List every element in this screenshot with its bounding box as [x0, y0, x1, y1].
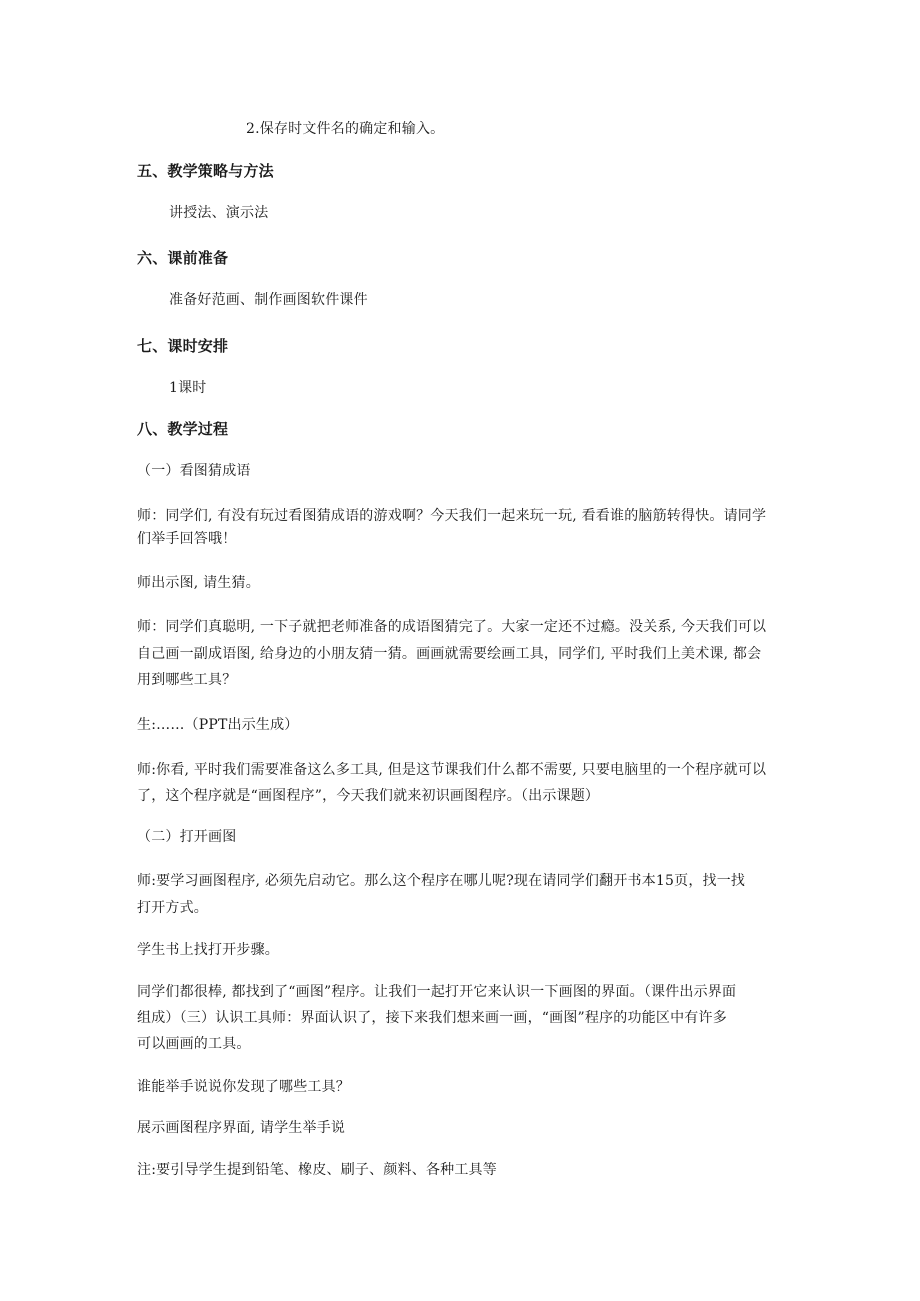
paragraph-line: 展示画图程序界面, 请学生举手说 [137, 1120, 346, 1136]
subheading-guess-idiom: （一）看图猜成语 [137, 463, 251, 479]
paragraph-schedule: 1课时 [169, 380, 207, 396]
paragraph-line: 师：同学们真聪明, 一下子就把老师准备的成语图猜完了。大家一定还不过瘾。没关系, 今天我们可以 [137, 619, 767, 635]
paragraph-line: 自己画一副成语图, 给身边的小朋友猜一猜。画画就需要绘画工具，同学们, 平时我们上美术课, 都会 [137, 646, 762, 662]
paragraph-line: 用到哪些工具？ [137, 672, 237, 688]
section-heading-process: 八、教学过程 [137, 420, 229, 438]
paragraph-line: 打开方式。 [137, 900, 208, 916]
paragraph-line: 学生书上找打开步骤。 [137, 942, 279, 958]
list-item-save-filename: 2.保存时文件名的确定和输入。 [246, 121, 445, 137]
paragraph-line: 师:你看, 平时我们需要准备这么多工具, 但是这节课我们什么都不需要, 只要电脑里的一个程序就可以 [137, 762, 767, 778]
paragraph-line: 师:要学习画图程序, 必须先启动它。那么这个程序在哪儿呢?现在请同学们翻开书本15页，找一找 [137, 873, 746, 889]
section-heading-schedule: 七、课时安排 [137, 337, 229, 355]
paragraph-line: 可以画画的工具。 [137, 1036, 251, 1052]
paragraph-line: 同学们都很棒, 都找到了“画图”程序。让我们一起打开它来认识一下画图的界面。（课件出示界面 [137, 984, 737, 1000]
paragraph-preparation: 准备好范画、制作画图软件课件 [169, 292, 368, 308]
paragraph-line: 师：同学们, 有没有玩过看图猜成语的游戏啊？今天我们一起来玩一玩, 看看谁的脑筋转得快。请同学 [137, 508, 767, 524]
paragraph-line: 注:要引导学生提到铅笔、橡皮、刷子、颜料、各种工具等 [137, 1162, 497, 1178]
paragraph-strategy: 讲授法、演示法 [169, 205, 269, 221]
section-heading-strategy: 五、教学策略与方法 [137, 162, 274, 180]
paragraph-line: 组成）（三）认识工具师：界面认识了，接下来我们想来画一画，“画图”程序的功能区中有许多 [137, 1010, 727, 1026]
paragraph-line: 了，这个程序就是“画图程序”，今天我们就来初识画图程序。（出示课题） [137, 788, 600, 804]
paragraph-line: 谁能举手说说你发现了哪些工具？ [137, 1079, 350, 1095]
paragraph-line: 师出示图, 请生猜。 [137, 575, 260, 591]
paragraph-line: 们举手回答哦！ [137, 531, 237, 547]
section-heading-preparation: 六、课前准备 [137, 249, 229, 267]
paragraph-line: 生:……（PPT出示生成） [137, 717, 299, 733]
subheading-open-paint: （二）打开画图 [137, 829, 237, 845]
